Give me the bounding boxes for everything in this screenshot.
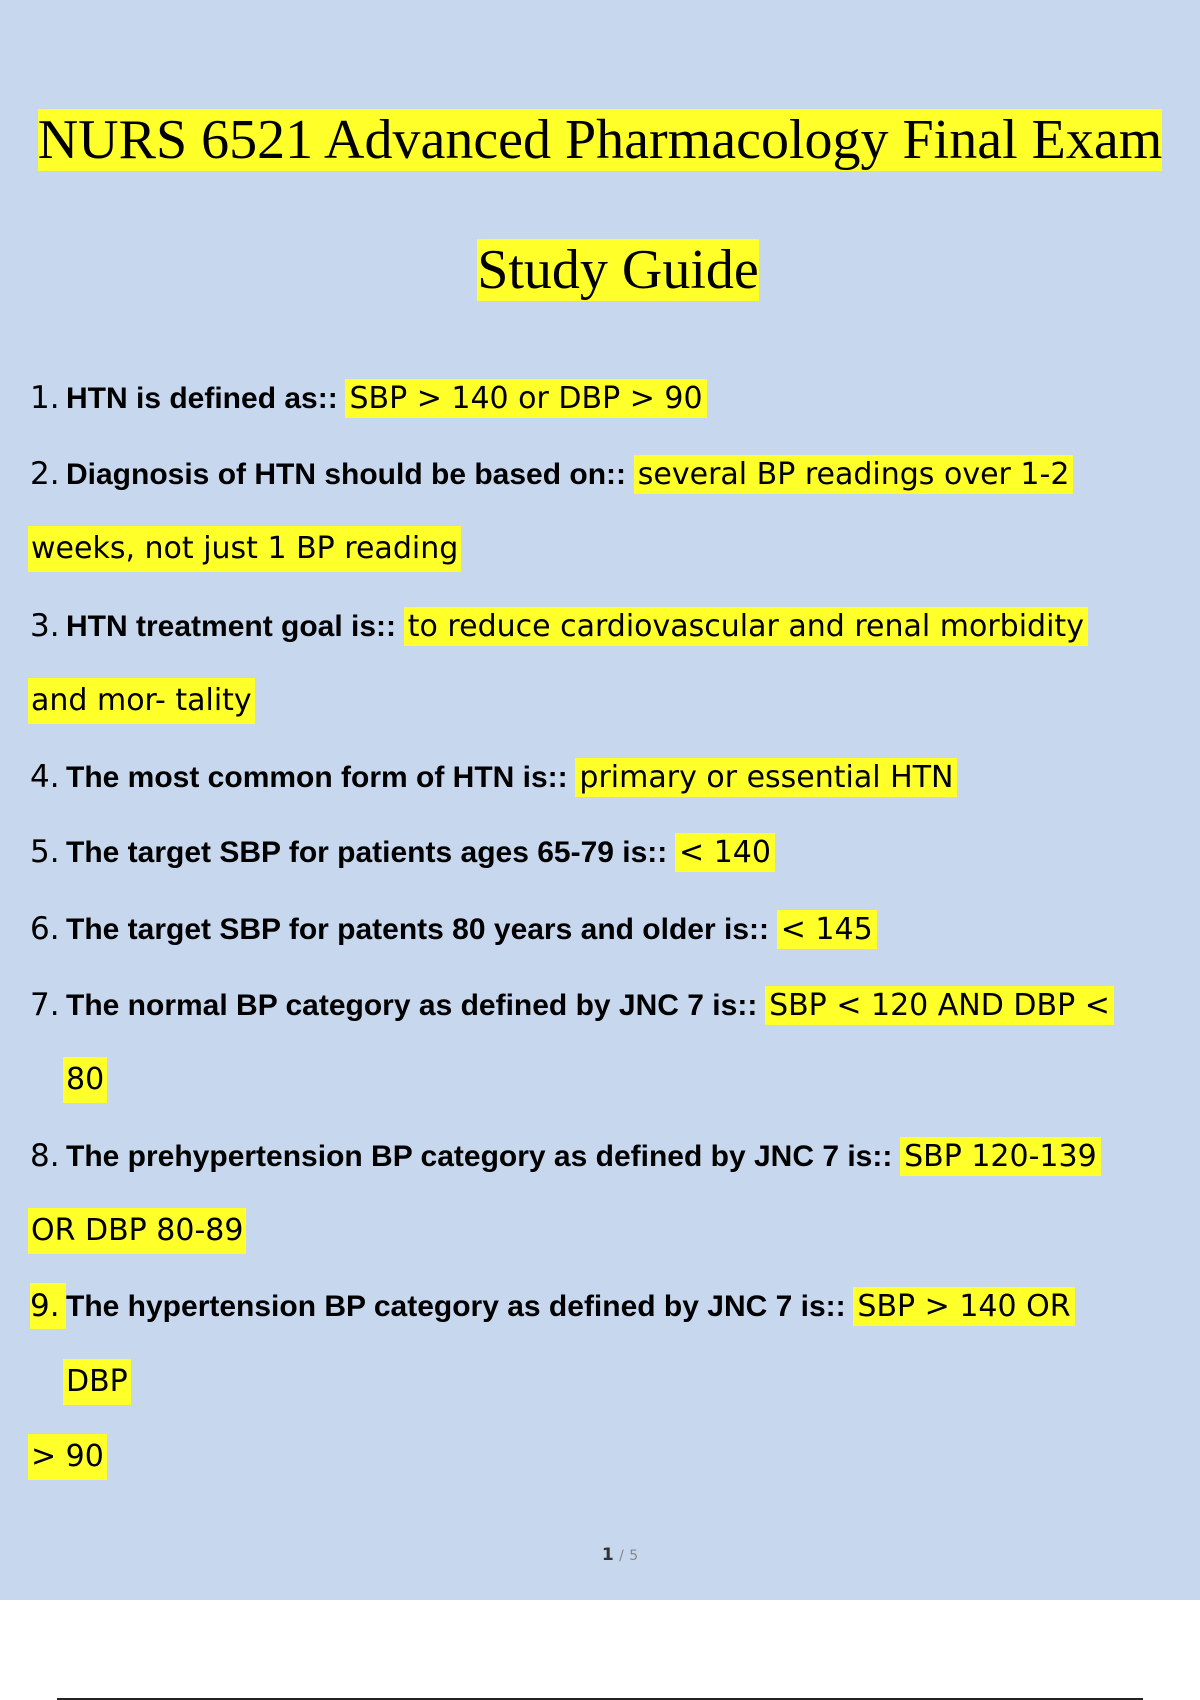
question-text: The target SBP for patents 80 years and older is:: — [66, 913, 769, 946]
question-number: 1. — [30, 380, 60, 416]
question-text: HTN treatment goal is:: — [66, 610, 397, 643]
question-number: 9. — [30, 1283, 66, 1329]
question-number: 7. — [30, 987, 60, 1023]
question-2 — [30, 451, 1073, 497]
question-6 — [30, 906, 877, 952]
question-3 — [30, 603, 1088, 649]
document-title-line-2: Study Guide — [477, 239, 759, 301]
question-5 — [30, 829, 775, 875]
page-separator: / — [619, 1548, 624, 1564]
question-number: 4. — [30, 759, 60, 795]
answer-text: several BP readings over 1-2 — [634, 455, 1074, 494]
answer-continuation: DBP — [63, 1359, 131, 1405]
question-text: The hypertension BP category as defined by JNC 7 is:: — [66, 1290, 846, 1323]
document-title-line-1: NURS 6521 Advanced Pharmacology Final Exam — [37, 109, 1163, 171]
question-4 — [30, 754, 957, 800]
answer-text: SBP 120-139 — [900, 1137, 1101, 1176]
question-number: 6. — [30, 911, 60, 947]
question-number: 8. — [30, 1138, 60, 1174]
question-1 — [30, 375, 707, 421]
question-8 — [30, 1133, 1101, 1179]
question-text: The prehypertension BP category as defined by JNC 7 is:: — [66, 1140, 893, 1173]
question-9 — [30, 1283, 1075, 1329]
page-indicator — [0, 1545, 1200, 1565]
answer-continuation: OR DBP 80-89 — [28, 1208, 246, 1254]
answer-text: SBP > 140 OR — [853, 1287, 1074, 1326]
question-text: The target SBP for patients ages 65-79 is:: — [66, 836, 668, 869]
question-text: HTN is defined as:: — [66, 382, 338, 415]
question-text: Diagnosis of HTN should be based on:: — [66, 458, 627, 491]
answer-text: primary or essential HTN — [575, 758, 957, 797]
question-text: The most common form of HTN is:: — [66, 761, 568, 794]
total-pages: 5 — [629, 1548, 639, 1564]
answer-continuation: > 90 — [28, 1434, 107, 1480]
answer-continuation: and mor- tality — [28, 678, 255, 724]
answer-continuation: weeks, not just 1 BP reading — [28, 526, 461, 572]
question-text: The normal BP category as defined by JNC 7 is:: — [66, 989, 758, 1022]
answer-text: to reduce cardiovascular and renal morbidity — [404, 607, 1088, 646]
question-number: 2. — [30, 456, 60, 492]
question-7 — [30, 982, 1114, 1028]
answer-text: SBP > 140 or DBP > 90 — [345, 379, 706, 418]
question-number: 3. — [30, 608, 60, 644]
question-number: 5. — [30, 834, 60, 870]
answer-text: < 145 — [777, 910, 877, 949]
answer-text: < 140 — [675, 833, 775, 872]
answer-text: SBP < 120 AND DBP < — [765, 986, 1114, 1025]
current-page-number: 1 — [601, 1545, 614, 1565]
answer-continuation: 80 — [63, 1057, 107, 1103]
